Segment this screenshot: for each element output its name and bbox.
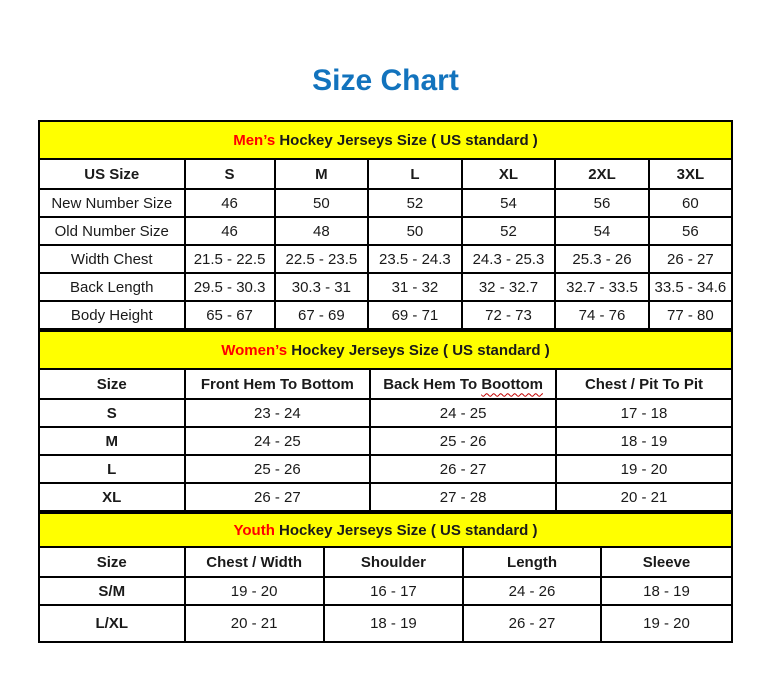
size-value-cell: 54 bbox=[555, 217, 649, 245]
mens-table-row bbox=[39, 217, 732, 245]
size-value-cell: 19 - 20 bbox=[601, 605, 732, 642]
size-value-cell: 25 - 26 bbox=[185, 455, 371, 483]
row-label: Width Chest bbox=[39, 245, 185, 273]
size-value-cell: 18 - 19 bbox=[556, 427, 732, 455]
size-value-cell: 22.5 - 23.5 bbox=[275, 245, 369, 273]
youth-column-header: Length bbox=[463, 547, 601, 577]
row-label: New Number Size bbox=[39, 189, 185, 217]
row-label: M bbox=[39, 427, 185, 455]
size-value-cell: 69 - 71 bbox=[368, 301, 462, 329]
size-value-cell: 18 - 19 bbox=[324, 605, 463, 642]
size-value-cell: 33.5 - 34.6 bbox=[649, 273, 732, 301]
size-value-cell: 67 - 69 bbox=[275, 301, 369, 329]
size-value-cell: 65 - 67 bbox=[185, 301, 275, 329]
womens-column-header: Size bbox=[39, 369, 185, 399]
size-value-cell: 46 bbox=[185, 189, 275, 217]
size-value-cell: 31 - 32 bbox=[368, 273, 462, 301]
row-label: Body Height bbox=[39, 301, 185, 329]
womens-table-row bbox=[39, 483, 732, 511]
size-value-cell: 26 - 27 bbox=[463, 605, 601, 642]
mens-column-header: 3XL bbox=[649, 159, 732, 189]
size-value-cell: 56 bbox=[555, 189, 649, 217]
size-value-cell: 50 bbox=[368, 217, 462, 245]
womens-table-row bbox=[39, 399, 732, 427]
womens-size-table bbox=[38, 330, 733, 512]
mens-table-row bbox=[39, 189, 732, 217]
size-value-cell: 32.7 - 33.5 bbox=[555, 273, 649, 301]
youth-column-header: Shoulder bbox=[324, 547, 463, 577]
size-value-cell: 23 - 24 bbox=[185, 399, 371, 427]
mens-table-row bbox=[39, 273, 732, 301]
header-text: Back Hem To bbox=[383, 375, 482, 393]
mens-column-header: M bbox=[275, 159, 369, 189]
womens-column-header: Front Hem To Bottom bbox=[185, 369, 371, 399]
size-value-cell: 18 - 19 bbox=[601, 577, 732, 605]
mens-table-row bbox=[39, 301, 732, 329]
row-label: Old Number Size bbox=[39, 217, 185, 245]
size-value-cell: 17 - 18 bbox=[556, 399, 732, 427]
womens-table-row bbox=[39, 427, 732, 455]
size-value-cell: 16 - 17 bbox=[324, 577, 463, 605]
size-value-cell: 48 bbox=[275, 217, 369, 245]
size-value-cell: 46 bbox=[185, 217, 275, 245]
size-value-cell: 24 - 25 bbox=[370, 399, 556, 427]
size-value-cell: 30.3 - 31 bbox=[275, 273, 369, 301]
youth-column-header: Chest / Width bbox=[185, 547, 324, 577]
size-value-cell: 23.5 - 24.3 bbox=[368, 245, 462, 273]
youth-title-rest: Hockey Jerseys Size ( US standard ) bbox=[279, 521, 538, 539]
size-value-cell: 72 - 73 bbox=[462, 301, 556, 329]
size-value-cell: 50 bbox=[275, 189, 369, 217]
size-value-cell: 24 - 25 bbox=[185, 427, 371, 455]
size-value-cell: 26 - 27 bbox=[185, 483, 371, 511]
womens-table-row bbox=[39, 455, 732, 483]
size-chart-tables bbox=[38, 120, 733, 643]
row-label: XL bbox=[39, 483, 185, 511]
row-label: L/XL bbox=[39, 605, 185, 642]
mens-table-row bbox=[39, 245, 732, 273]
mens-table-title bbox=[39, 121, 732, 159]
size-value-cell: 74 - 76 bbox=[555, 301, 649, 329]
mens-size-table bbox=[38, 120, 733, 330]
size-value-cell: 19 - 20 bbox=[556, 455, 732, 483]
size-value-cell: 20 - 21 bbox=[556, 483, 732, 511]
youth-title-accent: Youth bbox=[233, 521, 275, 539]
womens-title-accent: Women’s bbox=[221, 341, 288, 359]
mens-title-accent: Men’s bbox=[233, 131, 276, 149]
youth-column-header: Sleeve bbox=[601, 547, 732, 577]
size-value-cell: 21.5 - 22.5 bbox=[185, 245, 275, 273]
size-value-cell: 60 bbox=[649, 189, 732, 217]
mens-column-header: 2XL bbox=[555, 159, 649, 189]
womens-table-title bbox=[39, 331, 732, 369]
youth-table-row bbox=[39, 577, 732, 605]
youth-size-table bbox=[38, 512, 733, 643]
size-value-cell: 77 - 80 bbox=[649, 301, 732, 329]
mens-column-header: XL bbox=[462, 159, 556, 189]
youth-table-row bbox=[39, 605, 732, 642]
size-value-cell: 54 bbox=[462, 189, 556, 217]
row-label: S bbox=[39, 399, 185, 427]
row-label: S/M bbox=[39, 577, 185, 605]
misspelled-word: Boottom bbox=[481, 375, 543, 393]
size-value-cell: 52 bbox=[462, 217, 556, 245]
size-value-cell: 32 - 32.7 bbox=[462, 273, 556, 301]
size-value-cell: 25.3 - 26 bbox=[555, 245, 649, 273]
mens-column-header: US Size bbox=[39, 159, 185, 189]
womens-title-rest: Hockey Jerseys Size ( US standard ) bbox=[291, 341, 550, 359]
womens-column-header bbox=[370, 369, 556, 399]
size-value-cell: 24.3 - 25.3 bbox=[462, 245, 556, 273]
mens-column-header: L bbox=[368, 159, 462, 189]
mens-title-rest: Hockey Jerseys Size ( US standard ) bbox=[279, 131, 538, 149]
size-value-cell: 20 - 21 bbox=[185, 605, 324, 642]
size-value-cell: 52 bbox=[368, 189, 462, 217]
size-value-cell: 26 - 27 bbox=[370, 455, 556, 483]
row-label: Back Length bbox=[39, 273, 185, 301]
size-value-cell: 26 - 27 bbox=[649, 245, 732, 273]
page-title: Size Chart bbox=[312, 64, 459, 97]
size-value-cell: 27 - 28 bbox=[370, 483, 556, 511]
size-value-cell: 56 bbox=[649, 217, 732, 245]
size-value-cell: 19 - 20 bbox=[185, 577, 324, 605]
youth-column-header: Size bbox=[39, 547, 185, 577]
row-label: L bbox=[39, 455, 185, 483]
womens-column-header: Chest / Pit To Pit bbox=[556, 369, 732, 399]
mens-column-header: S bbox=[185, 159, 275, 189]
size-value-cell: 24 - 26 bbox=[463, 577, 601, 605]
size-value-cell: 25 - 26 bbox=[370, 427, 556, 455]
youth-table-title bbox=[39, 513, 732, 547]
size-value-cell: 29.5 - 30.3 bbox=[185, 273, 275, 301]
